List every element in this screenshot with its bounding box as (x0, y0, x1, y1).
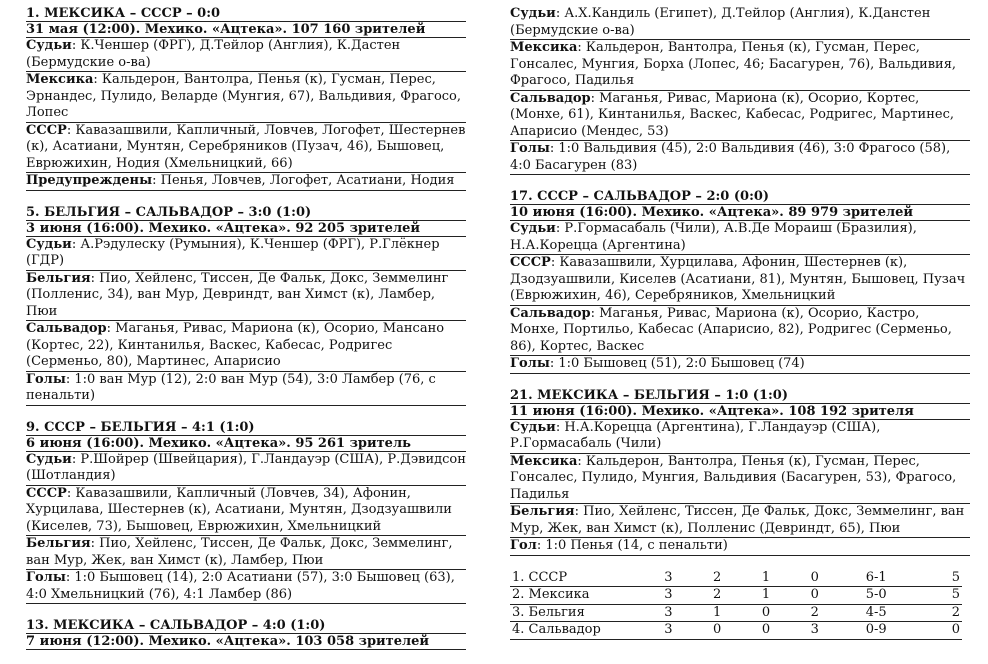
goals-cell: 6-1 (839, 570, 913, 587)
right-column (510, 6, 970, 640)
lineup-line (510, 40, 970, 91)
table-row (510, 587, 962, 605)
lineup-line (510, 306, 970, 357)
match-info: 11 июня (16:00). Мехико. «Ацтека». 108 192 зрителя (510, 404, 970, 420)
line-text: : Н.А.Корецца (Аргентина), Г.Ландауэр (США), Р.Гормасабаль (Чили) (510, 419, 881, 451)
line-label: Голы (510, 356, 550, 371)
line-label: Голы (510, 141, 550, 156)
points-cell: 5 (913, 570, 962, 587)
match-title: 9. СССР – БЕЛЬГИЯ – 4:1 (1:0) (26, 420, 466, 436)
played-cell: 3 (644, 622, 693, 640)
match-21 (510, 388, 970, 556)
lineup-line (510, 504, 970, 538)
match-title: 13. МЕКСИКА – САЛЬВАДОР – 4:0 (1:0) (26, 618, 466, 634)
match-title: 5. БЕЛЬГИЯ – САЛЬВАДОР – 3:0 (1:0) (26, 205, 466, 221)
line-text: : 1:0 Бышовец (51), 2:0 Бышовец (74) (549, 356, 805, 371)
played-cell: 3 (644, 604, 693, 622)
lineup-line (510, 255, 970, 306)
referees-line (26, 38, 466, 72)
goals-line (26, 372, 466, 406)
losses-cell: 3 (790, 622, 839, 640)
lineup-line (26, 321, 466, 372)
played-cell: 3 (644, 587, 693, 605)
match-title: 21. МЕКСИКА – БЕЛЬГИЯ – 1:0 (1:0) (510, 388, 970, 404)
line-text: : Пио, Хейленс, Тиссен, Де Фальк, Докс, Земмелинг, ван Мур, Жек, ван Химст (к), Ламбер, Пюи (26, 536, 453, 568)
line-label: СССР (26, 485, 67, 501)
match-title: 17. СССР – САЛЬВАДОР – 2:0 (0:0) (510, 189, 970, 205)
match-17 (510, 189, 970, 374)
goals-line (26, 570, 466, 604)
lineup-line (26, 72, 466, 123)
line-text: : Кальдерон, Вантолра, Пенья (к), Гусман, Перес, Гонсалес, Пулидо, Мунгия, Вальдивия (Басагурен, 53), Фрагосо, Падилья (510, 453, 957, 502)
line-text: : Р.Гормасабаль (Чили), А.В.Де Мораиш (Бразилия), Н.А.Корецца (Аргентина) (510, 221, 917, 253)
line-text: : 1:0 Пенья (14, с пенальти) (536, 538, 728, 553)
line-text: : Кальдерон, Вантолра, Пенья (к), Гусман, Перес, Гонсалес, Мунгия, Борха (Лопес, 46; Басагурен, 76), Вальдивия, Фрагосо, Падилья (510, 40, 957, 88)
line-text: : Кавазашвили, Хурцилава, Афонин, Шестернев (к), Дзодзуашвили, Киселев (Асатиани, 81), Мунтян, Бышовец, Пузач (Еврюжихин, 46), Серебряников, Хмельницкий (510, 255, 966, 303)
team-cell: 1. СССР (510, 570, 644, 587)
line-label: Предупреждены (26, 173, 153, 188)
line-label: Бельгия (510, 504, 575, 519)
referees-line (26, 452, 466, 486)
line-label: Мексика (510, 40, 578, 55)
line-label: Сальвадор (510, 305, 591, 321)
line-text: : Пио, Хейленс, Тиссен, Де Фальк, Докс, Земмелинг, ван Мур, Жек, ван Химст (к), Полленис (Девриндт, 65), Пюи (510, 504, 965, 536)
team-cell: 3. Бельгия (510, 604, 644, 622)
match-13-header (26, 618, 466, 650)
goals-cell: 0-9 (839, 622, 913, 640)
line-label: Судьи (510, 221, 556, 236)
line-label: Мексика (26, 72, 94, 87)
line-label: Сальвадор (26, 321, 107, 336)
line-text: : 1:0 Вальдивия (45), 2:0 Вальдивия (46), 3:0 Фрагосо (58), 4:0 Басагурен (83) (510, 141, 951, 173)
line-label: Голы (26, 570, 66, 585)
line-label: Судьи (510, 419, 556, 435)
line-text: : 1:0 ван Мур (12), 2:0 ван Мур (54), 3:0 Ламбер (76, с пенальти) (26, 371, 436, 403)
lineup-line (26, 271, 466, 322)
referees-line (510, 6, 970, 40)
goals-line (510, 538, 970, 556)
table-row (510, 604, 962, 622)
line-label: Сальвадор (510, 90, 591, 106)
wins-cell: 2 (693, 587, 742, 605)
match-5 (26, 205, 466, 406)
team-cell: 2. Мексика (510, 587, 644, 605)
referees-line (510, 221, 970, 255)
wins-cell: 0 (693, 622, 742, 640)
match-title: 1. МЕКСИКА – СССР – 0:0 (26, 6, 466, 22)
match-info: 6 июня (16:00). Мехико. «Ацтека». 95 261 зритель (26, 436, 466, 452)
line-label: Судьи (26, 451, 72, 467)
goals-cell: 4-5 (839, 604, 913, 622)
line-text: : Маганья, Ривас, Мариона (к), Осорио, Мансано (Кортес, 22), Кинтанилья, Васкес, Кабесас, Родригес (Серменьо, 80), Мартинес, Апарисио (26, 321, 445, 369)
line-text: : Маганья, Ривас, Мариона (к), Осорио, Кортес, (Монхе, 61), Кинтанилья, Васкес, Кабесас, Родригес, Мартинес, Апарисио (Мендес, 53) (510, 90, 954, 139)
draws-cell: 1 (742, 570, 791, 587)
played-cell: 3 (644, 570, 693, 587)
table-row (510, 570, 962, 587)
match-info: 10 июня (16:00). Мехико. «Ацтека». 89 979 зрителей (510, 205, 970, 221)
wins-cell: 2 (693, 570, 742, 587)
goals-line (510, 356, 970, 374)
match-1 (26, 6, 466, 191)
match-9 (26, 420, 466, 605)
goals-cell: 5-0 (839, 587, 913, 605)
line-text: : Пенья, Ловчев, Логофет, Асатиани, Нодия (152, 173, 455, 188)
line-label: Гол (510, 538, 537, 553)
points-cell: 2 (913, 604, 962, 622)
draws-cell: 0 (742, 604, 791, 622)
line-text: : Р.Шойрер (Швейцария), Г.Ландауэр (США), Р.Дэвидсон (Шотландия) (26, 451, 466, 483)
losses-cell: 0 (790, 570, 839, 587)
line-label: Судьи (510, 6, 556, 21)
line-text: : 1:0 Бышовец (14), 2:0 Асатиани (57), 3:0 Бышовец (63), 4:0 Хмельницкий (76), 4:1 Ламбер (86) (26, 570, 455, 602)
line-label: СССР (510, 255, 551, 270)
goals-line (510, 141, 970, 175)
line-label: Судьи (26, 38, 72, 53)
left-column (26, 6, 466, 664)
draws-cell: 0 (742, 622, 791, 640)
line-text: : А.Х.Кандиль (Египет), Д.Тейлор (Англия), К.Данстен (Бермудские о-ва) (510, 6, 931, 38)
line-text: : Кавазашвили, Капличный (Ловчев, 34), Афонин, Хурцилава, Шестернев (к), Асатиани, Мунтян, Дзодзуашвили (Киселев, 73), Бышовец, Еврюжихин, Хмельницкий (26, 485, 452, 534)
line-text: : Кавазашвили, Капличный, Ловчев, Логофет, Шестернев (к), Асатиани, Мунтян, Серебряников (Пузач, 46), Бышовец, Еврюжихин, Нодия (Хмельницкий, 66) (26, 122, 466, 171)
losses-cell: 2 (790, 604, 839, 622)
referees-line (510, 420, 970, 454)
match-13-details (510, 6, 970, 175)
line-label: СССР (26, 122, 67, 138)
team-cell: 4. Сальвадор (510, 622, 644, 640)
standings-table (510, 570, 962, 640)
lineup-line (510, 91, 970, 142)
line-text: : Пио, Хейленс, Тиссен, Де Фальк, Докс, Земмелинг (Полленис, 34), ван Мур, Девриндт, ван Химст (к), Ламбер, Пюи (26, 270, 449, 319)
match-info: 7 июня (12:00). Мехико. «Ацтека». 103 058 зрителей (26, 634, 466, 650)
match-info: 31 мая (12:00). Мехико. «Ацтека». 107 160 зрителей (26, 22, 466, 38)
line-label: Голы (26, 371, 66, 387)
wins-cell: 1 (693, 604, 742, 622)
referees-line (26, 237, 466, 271)
lineup-line (26, 123, 466, 174)
lineup-line (26, 486, 466, 537)
match-info: 3 июня (16:00). Мехико. «Ацтека». 92 205 зрителей (26, 221, 466, 237)
lineup-line (26, 536, 466, 570)
lineup-line (510, 454, 970, 505)
line-text: : Маганья, Ривас, Мариона (к), Осорио, Кастро, Монхе, Портильо, Кабесас (Апарисио, 82), Родригес (Серменьо, 86), Кортес, Васкес (510, 305, 952, 354)
table-row (510, 622, 962, 640)
line-label: Бельгия (26, 536, 91, 551)
line-label: Мексика (510, 453, 578, 469)
line-text: : К.Ченшер (ФРГ), Д.Тейлор (Англия), К.Дастен (Бермудские о-ва) (26, 38, 401, 70)
losses-cell: 0 (790, 587, 839, 605)
cautions-line (26, 173, 466, 191)
points-cell: 0 (913, 622, 962, 640)
line-label: Бельгия (26, 270, 91, 286)
draws-cell: 1 (742, 587, 791, 605)
line-label: Судьи (26, 236, 72, 252)
line-text: : Кальдерон, Вантолра, Пенья (к), Гусман, Перес, Эрнандес, Пулидо, Веларде (Мунгия, 67), Вальдивия, Фрагосо, Лопес (26, 72, 462, 120)
points-cell: 5 (913, 587, 962, 605)
line-text: : А.Рэдулеску (Румыния), К.Ченшер (ФРГ), Р.Глёкнер (ГДР) (26, 236, 440, 268)
